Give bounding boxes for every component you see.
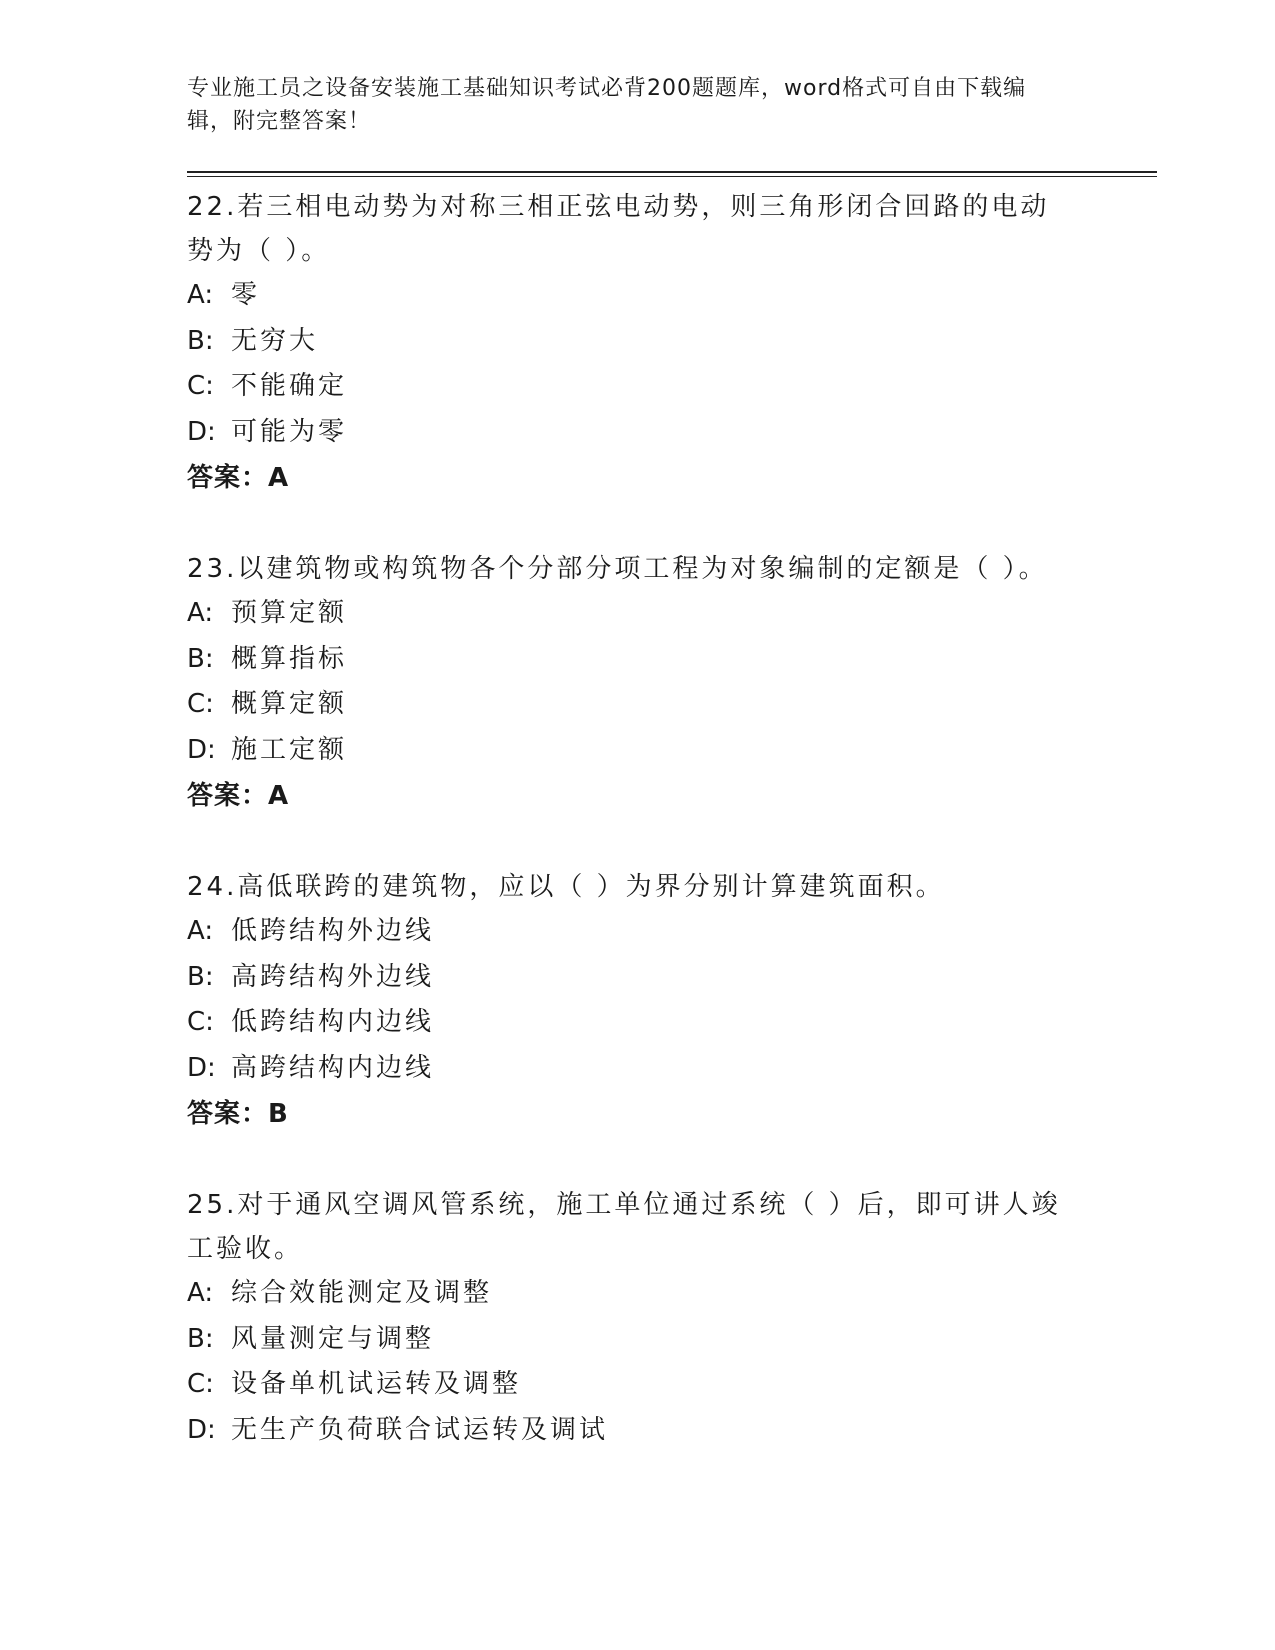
- option-text: 可能为零: [231, 416, 348, 447]
- option-letter: C:: [187, 1369, 214, 1399]
- option-letter: C:: [187, 1007, 214, 1037]
- option-d: [187, 410, 1157, 456]
- option-text: 施工定额: [231, 734, 348, 765]
- question-23: [187, 547, 1157, 819]
- document-page: [187, 72, 1157, 1499]
- option-b: [187, 319, 1157, 365]
- option-a: [187, 1271, 1157, 1317]
- option-text: 高跨结构内边线: [231, 1052, 435, 1083]
- option-text: 高跨结构外边线: [231, 961, 435, 992]
- answer-value: B: [268, 1099, 289, 1129]
- option-letter: A:: [187, 1278, 214, 1308]
- question-24: [187, 865, 1157, 1137]
- option-letter: B:: [187, 961, 214, 992]
- question-25: [187, 1183, 1157, 1453]
- question-22: [187, 185, 1157, 501]
- option-text: 设备单机试运转及调整: [231, 1369, 522, 1399]
- option-letter: A:: [187, 916, 214, 946]
- option-b: [187, 955, 1157, 1001]
- option-a: [187, 591, 1157, 637]
- option-text: 无生产负荷联合试运转及调试: [231, 1414, 609, 1445]
- option-text: 无穷大: [231, 325, 319, 356]
- option-c: [187, 682, 1157, 728]
- option-c: [187, 364, 1157, 410]
- option-d: [187, 1408, 1157, 1454]
- answer-label: 答案：: [187, 463, 269, 493]
- option-text: 低跨结构内边线: [231, 1007, 435, 1037]
- question-text: 25.对于通风空调风管系统，施工单位通过系统（ ）后，即可讲人竣工验收。: [187, 1190, 1061, 1264]
- option-text: 不能确定: [231, 371, 348, 401]
- option-letter: B:: [187, 1323, 214, 1354]
- document-header: 专业施工员之设备安装施工基础知识考试必背200题题库，word格式可自由下载编辑，附完整答案！: [187, 76, 1027, 134]
- option-letter: D:: [187, 416, 216, 447]
- option-letter: A:: [187, 280, 214, 310]
- header-divider: [187, 171, 1157, 177]
- option-text: 综合效能测定及调整: [231, 1278, 493, 1308]
- option-letter: C:: [187, 689, 214, 719]
- option-d: [187, 1046, 1157, 1092]
- option-c: [187, 1362, 1157, 1408]
- option-letter: D:: [187, 734, 216, 765]
- option-b: [187, 637, 1157, 683]
- option-text: 预算定额: [231, 598, 348, 628]
- option-text: 低跨结构外边线: [231, 916, 435, 946]
- question-list: [187, 185, 1157, 1453]
- option-letter: A:: [187, 598, 214, 628]
- answer-label: 答案：: [187, 781, 269, 811]
- answer-value: A: [268, 463, 290, 493]
- option-letter: D:: [187, 1414, 216, 1445]
- answer: [187, 773, 1157, 819]
- option-a: [187, 909, 1157, 955]
- answer-label: 答案：: [187, 1099, 269, 1129]
- question-text: 23.以建筑物或构筑物各个分部分项工程为对象编制的定额是（ ）。: [187, 554, 1048, 584]
- option-text: 概算指标: [231, 643, 348, 674]
- option-b: [187, 1317, 1157, 1363]
- option-c: [187, 1000, 1157, 1046]
- option-text: 概算定额: [231, 689, 348, 719]
- option-a: [187, 273, 1157, 319]
- answer: [187, 1091, 1157, 1137]
- option-text: 风量测定与调整: [231, 1323, 435, 1354]
- answer: [187, 455, 1157, 501]
- question-text: 22.若三相电动势为对称三相正弦电动势，则三角形闭合回路的电动势为（ ）。: [187, 192, 1050, 266]
- option-d: [187, 728, 1157, 774]
- option-text: 零: [231, 280, 261, 310]
- option-letter: C:: [187, 371, 214, 401]
- question-text: 24.高低联跨的建筑物，应以（ ）为界分别计算建筑面积。: [187, 872, 945, 902]
- answer-value: A: [268, 781, 290, 811]
- option-letter: B:: [187, 325, 214, 356]
- option-letter: D:: [187, 1052, 216, 1083]
- option-letter: B:: [187, 643, 214, 674]
